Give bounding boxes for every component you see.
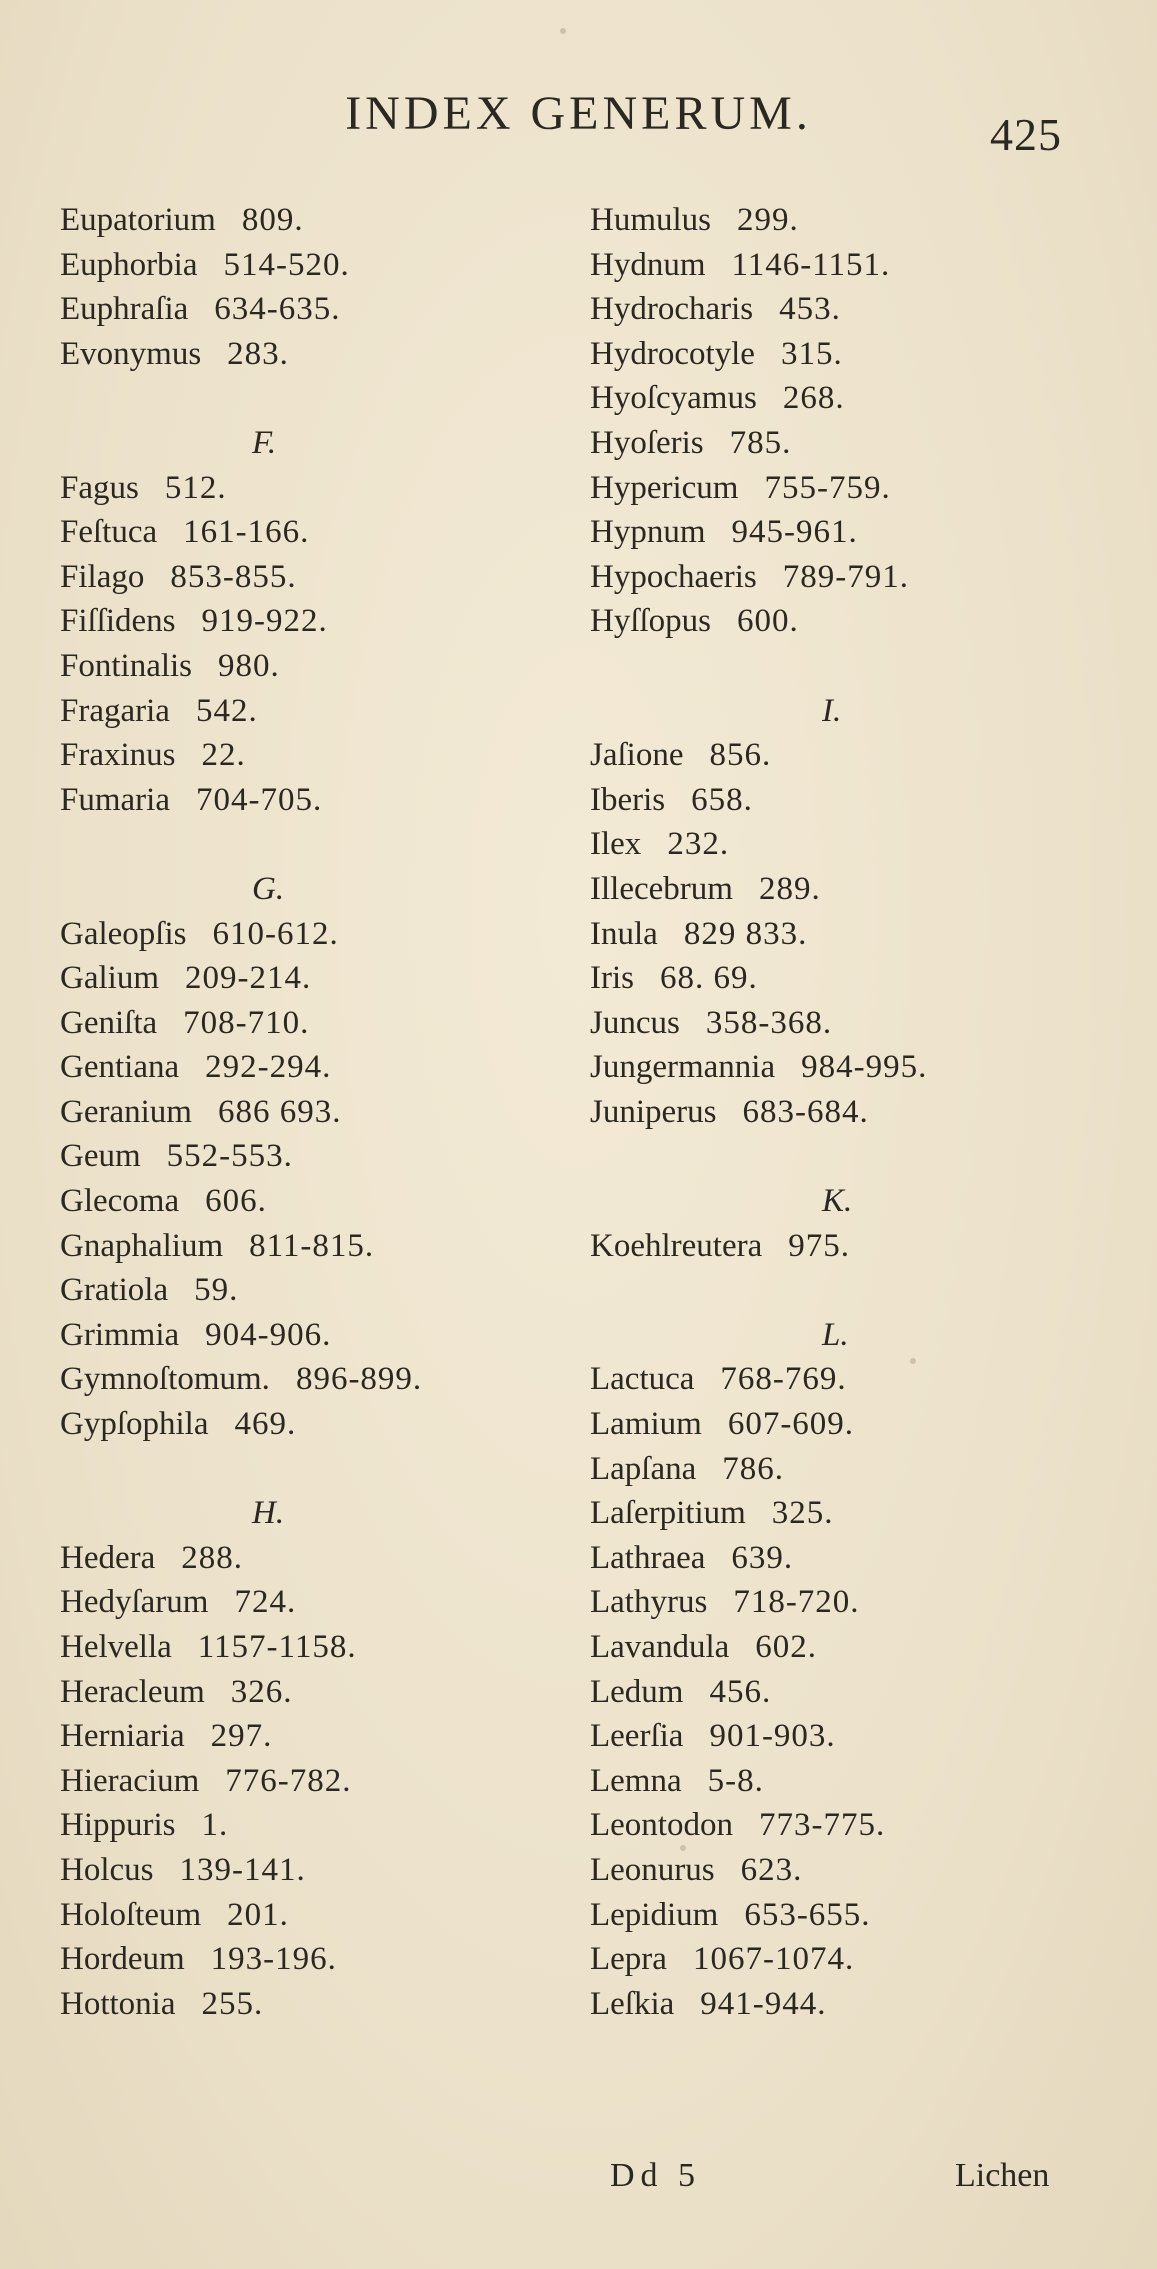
page-reference: 283. <box>227 335 289 372</box>
page-reference: 255. <box>201 1985 264 2022</box>
index-entry <box>590 778 1130 823</box>
index-entry <box>590 1759 1130 1804</box>
genus-name: Hippuris <box>60 1807 176 1844</box>
page-reference: 606. <box>205 1183 267 1220</box>
page-reference: 776-782. <box>225 1762 352 1799</box>
index-entry <box>590 1670 1130 1715</box>
genus-name: Lepra <box>590 1941 667 1978</box>
index-entry <box>60 912 580 957</box>
index-entry <box>590 198 1130 243</box>
page-reference: 68. 69. <box>660 960 758 997</box>
section-spacer <box>590 1268 1130 1313</box>
genus-name: Hydrocharis <box>590 291 754 328</box>
index-entry <box>590 1982 1130 2027</box>
genus-name: Leontodon <box>590 1807 733 1844</box>
genus-name: Fumaria <box>60 781 170 818</box>
index-entry <box>60 1714 580 1759</box>
genus-name: Holoſteum <box>60 1896 202 1933</box>
page-reference: 853-855. <box>170 558 297 595</box>
genus-name: Helvella <box>60 1629 172 1665</box>
index-entry <box>60 1625 580 1670</box>
index-entry <box>60 1090 580 1135</box>
index-entry <box>590 1090 1130 1135</box>
index-entry <box>60 1357 580 1402</box>
page-reference: 453. <box>779 291 841 328</box>
index-entry <box>60 198 580 243</box>
page-reference: 512. <box>164 469 227 506</box>
page-reference: 658. <box>691 781 753 818</box>
page-reference: 288. <box>181 1539 244 1576</box>
index-entry <box>590 421 1130 466</box>
page-reference: 975. <box>788 1227 850 1264</box>
index-entry <box>60 555 580 600</box>
paper-speck <box>910 1358 916 1364</box>
catchword: Lichen <box>955 2157 1050 2194</box>
index-entry <box>60 1580 580 1625</box>
page-reference: 896-899. <box>295 1361 423 1398</box>
index-entry <box>60 1313 580 1358</box>
genus-name: Humulus <box>590 202 712 238</box>
genus-name: Hordeum <box>60 1941 185 1978</box>
genus-name: Geum <box>60 1138 141 1175</box>
page-reference: 941-944. <box>700 1985 827 2022</box>
index-entry <box>590 1447 1130 1492</box>
index-entry <box>60 1759 580 1804</box>
index-entry <box>590 466 1130 511</box>
genus-name: Fraxinus <box>60 737 176 774</box>
index-entry <box>60 644 580 689</box>
index-entry <box>590 1536 1130 1581</box>
page-reference: 600. <box>737 603 799 640</box>
index-entry <box>60 1134 580 1179</box>
page-reference: 358-368. <box>705 1004 833 1041</box>
index-entry <box>590 1893 1130 1938</box>
genus-name: Hydnum <box>590 246 706 283</box>
genus-name: Inula <box>590 915 658 952</box>
genus-name: Galium <box>60 960 159 997</box>
page-reference: 704-705. <box>195 781 323 818</box>
page-reference: 811-815. <box>249 1227 375 1264</box>
genus-name: Laſerpitium <box>590 1495 746 1532</box>
index-entry <box>590 1803 1130 1848</box>
genus-name: Leonurus <box>590 1851 715 1888</box>
genus-name: Fagus <box>60 469 139 506</box>
genus-name: Glecoma <box>60 1183 180 1220</box>
index-entry <box>590 733 1130 778</box>
page-reference: 904-906. <box>205 1316 332 1353</box>
page-reference: 653-655. <box>744 1896 871 1933</box>
page-reference: 193-196. <box>210 1941 337 1978</box>
page-reference: 326. <box>230 1673 293 1710</box>
page-reference: 785. <box>729 424 792 461</box>
genus-name: Hyſſopus <box>590 603 712 640</box>
genus-name: Lavandula <box>590 1629 730 1665</box>
genus-name: Juniperus <box>590 1093 717 1130</box>
page-reference: 718-720. <box>733 1584 860 1621</box>
genus-name: Leſkia <box>590 1985 675 2022</box>
genus-name: Gypſophila <box>60 1406 209 1443</box>
index-entry <box>60 1179 580 1224</box>
page-reference: 789-791. <box>782 558 910 595</box>
genus-name: Gratiola <box>60 1272 169 1309</box>
index-entry <box>590 1402 1130 1447</box>
page-reference: 607-609. <box>727 1406 855 1443</box>
genus-name: Ilex <box>590 826 642 863</box>
index-entry <box>590 599 1130 644</box>
index-entry <box>590 822 1130 867</box>
page-reference: 209-214. <box>184 960 312 997</box>
page-reference: 299. <box>737 202 799 238</box>
genus-name: Hedyſarum <box>60 1584 209 1621</box>
page-reference: 1067-1074. <box>692 1941 855 1978</box>
genus-name: Illecebrum <box>590 870 733 907</box>
page-reference: 755-759. <box>764 469 891 506</box>
page-reference: 945-961. <box>731 514 858 551</box>
page-reference: 514-520. <box>223 246 350 283</box>
page-reference: 856. <box>709 737 772 774</box>
genus-name: Euphraſia <box>60 291 189 328</box>
page-reference: 634-635. <box>214 291 341 328</box>
page-reference: 724. <box>234 1584 297 1621</box>
section-spacer <box>60 1447 580 1492</box>
index-entry <box>590 555 1130 600</box>
page-reference: 232. <box>667 826 730 863</box>
index-entry <box>60 733 580 778</box>
genus-name: Jaſione <box>590 737 684 774</box>
genus-name: Gnaphalium <box>60 1227 224 1264</box>
genus-name: Herniaria <box>60 1718 185 1755</box>
index-entry <box>590 376 1130 421</box>
page-reference: 1157-1158. <box>197 1629 357 1665</box>
page-number: 425 <box>990 109 1062 160</box>
section-spacer <box>60 376 580 421</box>
signature-mark: Dd 5 <box>610 2157 702 2194</box>
genus-name: Iberis <box>590 781 666 818</box>
page-reference: 542. <box>195 692 258 729</box>
section-spacer <box>590 1134 1130 1179</box>
genus-name: Hieracium <box>60 1762 200 1799</box>
page-reference: 984-995. <box>801 1049 928 1086</box>
genus-name: Lamium <box>590 1406 702 1443</box>
genus-name: Geranium <box>60 1093 192 1130</box>
index-entry <box>590 243 1130 288</box>
genus-name: Galeopſis <box>60 915 187 952</box>
index-entry <box>60 1402 580 1447</box>
index-entry <box>60 689 580 734</box>
page-reference: 456. <box>709 1673 772 1710</box>
page-reference: 980. <box>218 647 280 684</box>
section-spacer <box>60 822 580 867</box>
page-reference: 901-903. <box>709 1718 836 1755</box>
genus-name: Evonymus <box>60 335 202 372</box>
index-entry <box>60 1848 580 1893</box>
index-entry <box>590 867 1130 912</box>
page-reference: 289. <box>758 870 821 907</box>
page-reference: 683-684. <box>742 1093 869 1130</box>
page-reference: 639. <box>731 1539 794 1576</box>
genus-name: Lepidium <box>590 1896 719 1933</box>
genus-name: Lemna <box>590 1762 682 1799</box>
index-entry <box>60 1001 580 1046</box>
page-reference: 292-294. <box>205 1049 332 1086</box>
genus-name: Fiſſidens <box>60 603 176 640</box>
page-reference: 1. <box>201 1807 229 1844</box>
index-entry <box>590 332 1130 377</box>
genus-name: Lathyrus <box>590 1584 708 1621</box>
genus-name: Holcus <box>60 1851 154 1888</box>
index-entry <box>590 1224 1130 1269</box>
index-entry <box>590 1491 1130 1536</box>
paper-speck <box>560 28 566 34</box>
genus-name: Juncus <box>590 1004 680 1041</box>
index-entry <box>60 1982 580 2027</box>
genus-name: Ledum <box>590 1673 684 1710</box>
genus-name: Hypochaeris <box>590 558 757 595</box>
page-reference: 768-769. <box>720 1361 847 1398</box>
page-reference: 268. <box>782 380 845 417</box>
index-entry <box>590 1848 1130 1893</box>
page-reference: 5-8. <box>707 1762 764 1799</box>
section-letter-heading: G. <box>252 870 285 907</box>
page-reference: 297. <box>210 1718 273 1755</box>
index-entry <box>590 1580 1130 1625</box>
index-entry <box>60 1045 580 1090</box>
genus-name: Feſtuca <box>60 514 158 551</box>
index-entry <box>60 1224 580 1269</box>
genus-name: Gymnoſtomum. <box>60 1361 270 1398</box>
genus-name: Gentiana <box>60 1049 180 1086</box>
index-entry <box>60 287 580 332</box>
genus-name: Fragaria <box>60 692 170 729</box>
page-reference: 552-553. <box>166 1138 293 1175</box>
page-title: INDEX GENERUM. <box>345 87 812 140</box>
page-reference: 829 833. <box>683 915 808 952</box>
page-reference: 59. <box>194 1272 239 1309</box>
section-letter-heading: I. <box>822 692 842 729</box>
genus-name: Hydrocotyle <box>590 335 755 372</box>
genus-name: Lathraea <box>590 1539 706 1576</box>
page-reference: 22. <box>201 737 246 774</box>
genus-name: Filago <box>60 558 145 595</box>
page-reference: 610-612. <box>212 915 339 952</box>
genus-name: Hypericum <box>590 469 739 506</box>
page-reference: 315. <box>780 335 843 372</box>
genus-name: Iris <box>590 960 634 997</box>
index-entry <box>60 1937 580 1982</box>
genus-name: Leerſia <box>590 1718 684 1755</box>
page-reference: 161-166. <box>183 514 310 551</box>
index-entry <box>590 1045 1130 1090</box>
index-entry <box>60 510 580 555</box>
genus-name: Hyoſeris <box>590 424 704 461</box>
genus-name: Geniſta <box>60 1004 158 1041</box>
genus-name: Hedera <box>60 1539 156 1576</box>
section-spacer <box>590 644 1130 689</box>
index-entry <box>590 1357 1130 1402</box>
index-column-right <box>590 198 1130 2026</box>
index-entry <box>60 466 580 511</box>
page-reference: 623. <box>740 1851 803 1888</box>
index-entry <box>590 510 1130 555</box>
index-entry <box>590 1937 1130 1982</box>
section-letter-heading: L. <box>822 1316 849 1353</box>
page-reference: 686 693. <box>217 1093 342 1130</box>
index-entry <box>60 1536 580 1581</box>
genus-name: Hypnum <box>590 514 706 551</box>
index-entry <box>590 1625 1130 1670</box>
page-reference: 773-775. <box>758 1807 886 1844</box>
page-reference: 201. <box>227 1896 289 1933</box>
genus-name: Hyoſcyamus <box>590 380 757 417</box>
index-entry <box>60 1670 580 1715</box>
paper-speck <box>680 1845 686 1851</box>
section-letter-heading: H. <box>252 1495 285 1532</box>
section-letter-heading: F. <box>252 424 277 461</box>
index-entry <box>60 778 580 823</box>
index-entry <box>60 1803 580 1848</box>
genus-name: Jungermannia <box>590 1049 776 1086</box>
page-reference: 469. <box>234 1406 297 1443</box>
section-letter-heading: K. <box>822 1183 853 1220</box>
index-entry <box>60 243 580 288</box>
genus-name: Lapſana <box>590 1450 697 1487</box>
genus-name: Fontinalis <box>60 647 193 684</box>
page-reference: 786. <box>722 1450 785 1487</box>
index-entry <box>60 956 580 1001</box>
index-entry <box>60 1268 580 1313</box>
page-reference: 325. <box>771 1495 834 1532</box>
index-entry <box>590 956 1130 1001</box>
index-entry <box>60 599 580 644</box>
page-reference: 1146-1151. <box>731 246 891 283</box>
genus-name: Hottonia <box>60 1985 176 2022</box>
page-reference: 602. <box>755 1629 818 1665</box>
index-entry <box>60 1893 580 1938</box>
page-reference: 708-710. <box>183 1004 310 1041</box>
genus-name: Grimmia <box>60 1316 180 1353</box>
genus-name: Koehlreutera <box>590 1227 763 1264</box>
index-column-left <box>60 198 580 2026</box>
page-reference: 919-922. <box>201 603 328 640</box>
page-reference: 809. <box>241 202 304 238</box>
genus-name: Euphorbia <box>60 246 198 283</box>
page-reference: 139-141. <box>179 1851 306 1888</box>
genus-name: Heracleum <box>60 1673 205 1710</box>
index-entry <box>590 1714 1130 1759</box>
index-entry <box>590 1001 1130 1046</box>
index-entry <box>590 287 1130 332</box>
index-entry <box>590 912 1130 957</box>
genus-name: Eupatorium <box>60 202 216 238</box>
genus-name: Lactuca <box>590 1361 695 1398</box>
index-entry <box>60 332 580 377</box>
